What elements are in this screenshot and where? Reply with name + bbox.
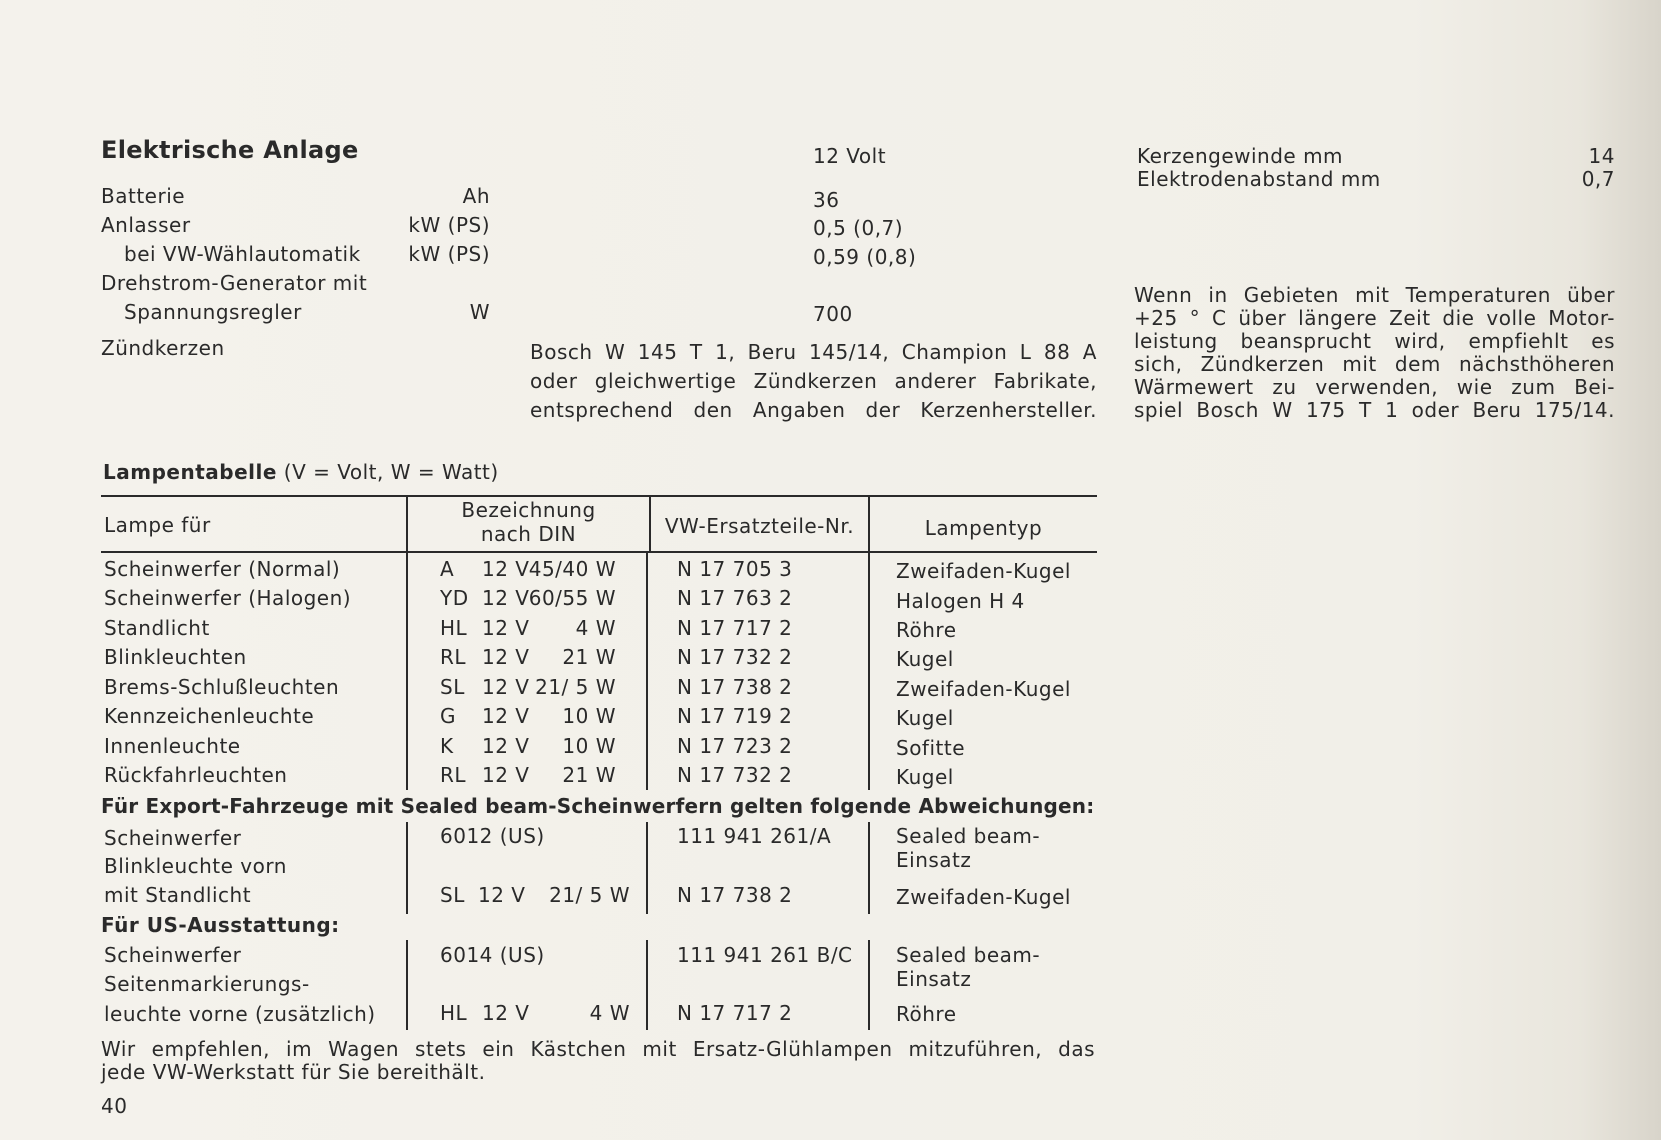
spec-value: 36 [813, 188, 840, 212]
lamp-table-title-text: Lampentabelle [103, 460, 277, 484]
cell-type [896, 824, 1040, 872]
cell-part: N 17 738 2 [677, 883, 793, 907]
table-header-rule [101, 551, 1097, 553]
spec-label: Batterie [101, 184, 186, 208]
header-din-line1: Bezeichnung [461, 498, 596, 522]
header-lamp: Lampe für [104, 513, 211, 537]
cell-din-code: SL [440, 883, 465, 907]
cell-type: Kugel [896, 647, 954, 671]
us-heading: Für US-Ausstattung: [101, 913, 340, 937]
cell-din-volt: 12 V [482, 645, 530, 669]
cell-din-volt: 12 V [482, 675, 530, 699]
cell-part: N 17 763 2 [677, 586, 793, 610]
cell-type: Röhre [896, 1002, 957, 1026]
plug-spec-label: Kerzengewinde mm [1137, 144, 1344, 168]
cell-din-watt: 45/40 W [528, 557, 616, 581]
cell-type: Zweifaden-Kugel [896, 677, 1071, 701]
spark-plugs-line: Bosch W 145 T 1, Beru 145/14, Champion L 88 A [530, 340, 1097, 364]
spec-unit: W [469, 300, 490, 324]
cell-lamp: Scheinwerfer [104, 943, 242, 967]
temperature-note-line: +25 ° C über längere Zeit die volle Motor- [1134, 306, 1615, 330]
cell-type: Halogen H 4 [896, 589, 1025, 613]
spec-value: 0,59 (0,8) [813, 245, 917, 269]
cell-type [896, 943, 1040, 991]
cell-din-watt: 4 W [589, 1001, 630, 1025]
cell-lamp: Scheinwerfer (Normal) [104, 557, 341, 581]
spec-label: bei VW-Wählautomatik [124, 242, 361, 266]
column-divider [646, 553, 648, 790]
cell-din-code: SL [440, 675, 465, 699]
cell-lamp-line2: leuchte vorne (zusätzlich) [104, 1002, 376, 1026]
temperature-note-line: Wärmewert zu verwenden, wie zum Bei- [1134, 375, 1615, 399]
spec-label: Anlasser [101, 213, 191, 237]
cell-din-watt: 21 W [562, 763, 616, 787]
cell-type-line2: Einsatz [896, 967, 972, 991]
spark-plugs-label: Zündkerzen [101, 336, 225, 360]
spark-plugs-line: entsprechend den Angaben der Kerzenhersteller. [530, 398, 1097, 422]
temperature-note-line: Wenn in Gebieten mit Temperaturen über [1134, 283, 1615, 307]
cell-din-code: RL [440, 645, 467, 669]
column-divider [646, 940, 648, 1030]
cell-part: N 17 705 3 [677, 557, 793, 581]
plug-spec-value: 14 [1588, 144, 1615, 168]
header-part: VW-Ersatzteile-Nr. [664, 514, 855, 538]
cell-lamp: Innenleuchte [104, 734, 241, 758]
cell-din-volt: 12 V [482, 616, 530, 640]
temperature-note-line: spiel Bosch W 175 T 1 oder Beru 175/14. [1134, 398, 1615, 422]
spec-label: Spannungsregler [124, 300, 302, 324]
plug-spec-value: 0,7 [1581, 167, 1615, 191]
cell-din-volt: 12 V [478, 883, 526, 907]
cell-part: N 17 717 2 [677, 616, 793, 640]
cell-lamp-line2: mit Standlicht [104, 883, 252, 907]
cell-din-volt: 12 V [482, 586, 530, 610]
column-divider [868, 822, 870, 914]
spark-plugs-line: oder gleichwertige Zündkerzen anderer Fabrikate, [530, 369, 1097, 393]
spec-unit: kW (PS) [408, 213, 490, 237]
cell-lamp-line1: Seitenmarkierungs- [104, 972, 310, 996]
cell-type-line1: Sealed beam- [896, 943, 1041, 967]
temperature-note-line: sich, Zündkerzen mit dem nächsthöheren [1134, 352, 1615, 376]
cell-type: Zweifaden-Kugel [896, 559, 1071, 583]
cell-part: N 17 723 2 [677, 734, 793, 758]
cell-din-code: A [440, 557, 455, 581]
cell-lamp: Scheinwerfer [104, 826, 242, 850]
column-divider [646, 822, 648, 914]
column-divider [868, 553, 870, 790]
cell-part: N 17 738 2 [677, 675, 793, 699]
column-divider [868, 940, 870, 1030]
cell-lamp: Blinkleuchten [104, 645, 247, 669]
cell-lamp: Brems-Schlußleuchten [104, 675, 340, 699]
header-din [408, 498, 649, 546]
cell-type: Zweifaden-Kugel [896, 885, 1071, 909]
spec-value: 0,5 (0,7) [813, 216, 904, 240]
cell-part: N 17 717 2 [677, 1001, 793, 1025]
spec-label: Drehstrom-Generator mit [101, 271, 368, 295]
cell-din-code: YD [440, 586, 469, 610]
cell-lamp-line1: Blinkleuchte vorn [104, 854, 287, 878]
spec-unit: Ah [462, 184, 490, 208]
cell-part: N 17 732 2 [677, 763, 793, 787]
cell-type: Röhre [896, 618, 957, 642]
cell-lamp: Rückfahrleuchten [104, 763, 288, 787]
cell-din: 6012 (US) [440, 824, 545, 848]
cell-din-watt: 60/55 W [528, 586, 616, 610]
cell-lamp: Kennzeichenleuchte [104, 704, 315, 728]
cell-part: N 17 719 2 [677, 704, 793, 728]
cell-din-volt: 12 V [482, 704, 530, 728]
cell-din-watt: 10 W [562, 734, 616, 758]
cell-part: 111 941 261/A [677, 824, 832, 848]
footer-note-line: Wir empfehlen, im Wagen stets ein Kästchen mit Ersatz-Glühlampen mitzuführen, das [101, 1037, 1095, 1061]
cell-din-volt: 12 V [482, 557, 530, 581]
cell-din-watt: 21/ 5 W [535, 675, 616, 699]
spec-value: 700 [813, 302, 853, 326]
cell-type: Kugel [896, 706, 954, 730]
cell-din-code: G [440, 704, 456, 728]
export-heading: Für Export-Fahrzeuge mit Sealed beam-Scheinwerfern gelten folgende Abweichungen: [101, 794, 1095, 818]
section-title: Elektrische Anlage [101, 136, 359, 164]
cell-din-watt: 21 W [562, 645, 616, 669]
cell-din-watt: 21/ 5 W [549, 883, 630, 907]
cell-type: Kugel [896, 765, 954, 789]
cell-type: Sofitte [896, 736, 966, 760]
cell-lamp: Standlicht [104, 616, 210, 640]
cell-din-volt: 12 V [482, 1001, 530, 1025]
footer-note-line: jede VW-Werkstatt für Sie bereithält. [101, 1060, 486, 1084]
cell-lamp: Scheinwerfer (Halogen) [104, 586, 352, 610]
cell-type-line2: Einsatz [896, 848, 972, 872]
temperature-note-line: leistung beansprucht wird, empfiehlt es [1134, 329, 1615, 353]
cell-din-code: HL [440, 616, 468, 640]
cell-din: 6014 (US) [440, 943, 545, 967]
cell-din-watt: 4 W [575, 616, 616, 640]
column-divider [406, 940, 408, 1030]
cell-din-code: RL [440, 763, 467, 787]
voltage-value: 12 Volt [813, 144, 887, 168]
column-divider [406, 822, 408, 914]
header-din-line2: nach DIN [480, 522, 577, 546]
lamp-table-title-note: (V = Volt, W = Watt) [283, 460, 499, 484]
plug-spec-label: Elektrodenabstand mm [1137, 167, 1381, 191]
spec-unit: kW (PS) [408, 242, 490, 266]
page-number: 40 [101, 1094, 128, 1118]
cell-din-code: HL [440, 1001, 468, 1025]
cell-type-line1: Sealed beam- [896, 824, 1041, 848]
column-divider [406, 553, 408, 790]
cell-part: 111 941 261 B/C [677, 943, 853, 967]
header-type: Lampentyp [924, 516, 1043, 540]
cell-part: N 17 732 2 [677, 645, 793, 669]
cell-din-volt: 12 V [482, 763, 530, 787]
table-top-rule [101, 495, 1097, 497]
cell-din-code: K [440, 734, 454, 758]
cell-din-watt: 10 W [562, 704, 616, 728]
lamp-table-title [103, 458, 499, 486]
cell-din-volt: 12 V [482, 734, 530, 758]
